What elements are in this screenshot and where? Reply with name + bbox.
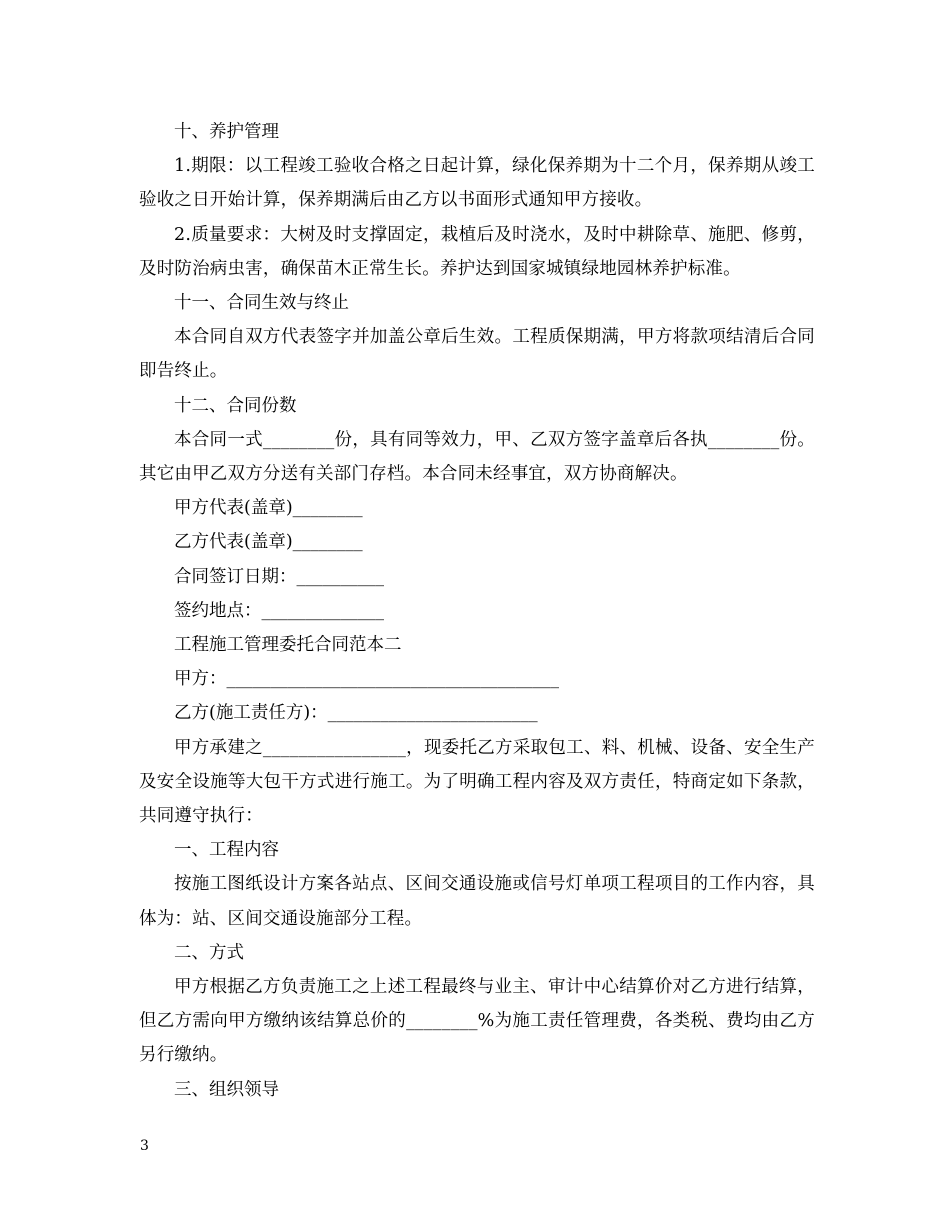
party-a-line: 甲方：______________________________________ [174, 669, 559, 690]
signing-date-line: 合同签订日期：__________ [174, 566, 384, 587]
section-heading-method: 二、方式 [174, 942, 244, 963]
paragraph-work-content: 按施工图纸设计方案各站点、区间交通设施或信号灯单项工程项目的工作内容，具体为：站、区间交通设施部分工程。 [139, 874, 815, 929]
page-number: 3 [140, 1138, 149, 1154]
section-heading-copies: 十二、合同份数 [174, 395, 297, 416]
contract-template-title: 工程施工管理委托合同范本二 [174, 635, 402, 656]
section-heading-work-content: 一、工程内容 [174, 840, 279, 861]
section-heading-maintenance: 十、养护管理 [174, 122, 279, 142]
paragraph-intro: 甲方承建之________________，现委托乙方采取包工、料、机械、设备、安全生产及安全设施等大包干方式进行施工。为了明确工程内容及双方责任，特商定如下条款，共同遵守执行： [139, 737, 815, 827]
paragraph-method: 甲方根据乙方负责施工之上述工程最终与业主、审计中心结算价对乙方进行结算，但乙方需向甲方缴纳该结算总价的________%为施工责任管理费，各类税、费均由乙方另行缴纳。 [139, 977, 815, 1066]
party-b-line: 乙方(施工责任方)：________________________ [174, 703, 538, 724]
paragraph-effect-termination: 本合同自双方代表签字并加盖公章后生效。工程质保期满，甲方将款项结清后合同即告终止。 [139, 327, 815, 382]
section-heading-organization: 三、组织领导 [174, 1079, 279, 1100]
party-a-representative-line: 甲方代表(盖章)________ [174, 498, 363, 519]
signing-place-line: 签约地点：______________ [174, 600, 384, 621]
paragraph-copies: 本合同一式________份，具有同等效力，甲、乙双方签字盖章后各执________份。其它由甲乙双方分送有关部门存档。本合同未经事宜，双方协商解决。 [139, 429, 815, 485]
paragraph-maintenance-period: 1.期限：以工程竣工验收合格之日起计算，绿化保养期为十二个月，保养期从竣工验收之日开始计算，保养期满后由乙方以书面形式通知甲方接收。 [139, 156, 815, 211]
paragraph-quality-requirements: 2.质量要求：大树及时支撑固定，栽植后及时浇水，及时中耕除草、施肥、修剪，及时防治病虫害，确保苗木正常生长。养护达到国家城镇绿地园林养护标准。 [139, 224, 815, 279]
section-heading-effect-termination: 十一、合同生效与终止 [174, 293, 349, 314]
party-b-representative-line: 乙方代表(盖章)________ [174, 532, 363, 553]
document-body [139, 115, 815, 1107]
